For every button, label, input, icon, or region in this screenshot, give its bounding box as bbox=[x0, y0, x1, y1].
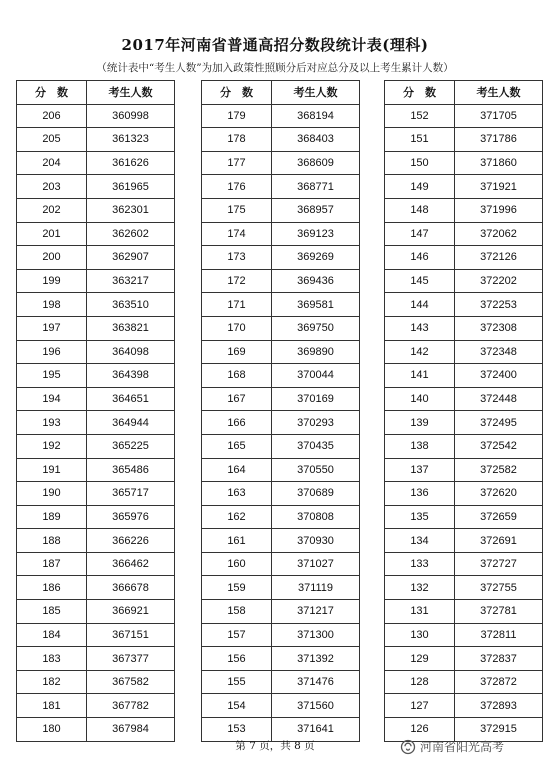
count-cell: 368194 bbox=[272, 104, 360, 128]
table-row bbox=[17, 600, 175, 624]
score-cell: 178 bbox=[202, 128, 272, 152]
count-cell: 370435 bbox=[272, 434, 360, 458]
count-cell: 372495 bbox=[455, 411, 543, 435]
count-cell: 363510 bbox=[87, 293, 175, 317]
score-cell: 142 bbox=[385, 340, 455, 364]
count-cell: 371392 bbox=[272, 647, 360, 671]
score-cell: 182 bbox=[17, 670, 87, 694]
count-cell: 371027 bbox=[272, 552, 360, 576]
score-cell: 185 bbox=[17, 600, 87, 624]
score-cell: 147 bbox=[385, 222, 455, 246]
count-cell: 367582 bbox=[87, 670, 175, 694]
header-count: 考生人数 bbox=[87, 81, 175, 105]
table-row bbox=[385, 600, 543, 624]
table-row bbox=[385, 269, 543, 293]
table-row bbox=[17, 222, 175, 246]
table-row bbox=[17, 175, 175, 199]
table-row bbox=[385, 458, 543, 482]
score-cell: 158 bbox=[202, 600, 272, 624]
table-row bbox=[17, 623, 175, 647]
table-row bbox=[17, 552, 175, 576]
score-cell: 168 bbox=[202, 364, 272, 388]
score-cell: 145 bbox=[385, 269, 455, 293]
table-row bbox=[17, 151, 175, 175]
table-row bbox=[202, 364, 360, 388]
count-cell: 361323 bbox=[87, 128, 175, 152]
table-row bbox=[385, 576, 543, 600]
count-cell: 371217 bbox=[272, 600, 360, 624]
count-cell: 371641 bbox=[272, 718, 360, 742]
score-cell: 129 bbox=[385, 647, 455, 671]
table-row bbox=[385, 529, 543, 553]
score-cell: 140 bbox=[385, 387, 455, 411]
table-row bbox=[17, 340, 175, 364]
table-row bbox=[202, 552, 360, 576]
table-row bbox=[385, 175, 543, 199]
table-row bbox=[385, 623, 543, 647]
table-row bbox=[202, 175, 360, 199]
count-cell: 372837 bbox=[455, 647, 543, 671]
count-cell: 369269 bbox=[272, 246, 360, 270]
table-row bbox=[202, 198, 360, 222]
count-cell: 364398 bbox=[87, 364, 175, 388]
table-row bbox=[17, 647, 175, 671]
score-cell: 150 bbox=[385, 151, 455, 175]
count-cell: 372893 bbox=[455, 694, 543, 718]
score-table-3 bbox=[384, 80, 543, 742]
score-cell: 148 bbox=[385, 198, 455, 222]
count-cell: 372202 bbox=[455, 269, 543, 293]
score-cell: 151 bbox=[385, 128, 455, 152]
table-row bbox=[202, 104, 360, 128]
score-cell: 165 bbox=[202, 434, 272, 458]
score-table-1 bbox=[16, 80, 175, 742]
count-cell: 364651 bbox=[87, 387, 175, 411]
score-cell: 172 bbox=[202, 269, 272, 293]
count-cell: 372448 bbox=[455, 387, 543, 411]
score-cell: 164 bbox=[202, 458, 272, 482]
table-row bbox=[17, 104, 175, 128]
count-cell: 368609 bbox=[272, 151, 360, 175]
table-row bbox=[17, 316, 175, 340]
score-cell: 186 bbox=[17, 576, 87, 600]
score-cell: 167 bbox=[202, 387, 272, 411]
table-row bbox=[202, 316, 360, 340]
score-cell: 174 bbox=[202, 222, 272, 246]
table-row bbox=[202, 246, 360, 270]
score-cell: 190 bbox=[17, 482, 87, 506]
table-row bbox=[385, 387, 543, 411]
table-row bbox=[202, 600, 360, 624]
count-cell: 372915 bbox=[455, 718, 543, 742]
count-cell: 361626 bbox=[87, 151, 175, 175]
count-cell: 372062 bbox=[455, 222, 543, 246]
table-header-row bbox=[385, 81, 543, 105]
count-cell: 369436 bbox=[272, 269, 360, 293]
score-cell: 135 bbox=[385, 505, 455, 529]
count-cell: 362602 bbox=[87, 222, 175, 246]
table-row bbox=[17, 434, 175, 458]
score-cell: 170 bbox=[202, 316, 272, 340]
count-cell: 372126 bbox=[455, 246, 543, 270]
table-row bbox=[385, 128, 543, 152]
count-cell: 372872 bbox=[455, 670, 543, 694]
score-cell: 188 bbox=[17, 529, 87, 553]
count-cell: 371476 bbox=[272, 670, 360, 694]
score-cell: 153 bbox=[202, 718, 272, 742]
score-cell: 132 bbox=[385, 576, 455, 600]
table-row bbox=[17, 529, 175, 553]
score-cell: 171 bbox=[202, 293, 272, 317]
table-row bbox=[17, 269, 175, 293]
count-cell: 369123 bbox=[272, 222, 360, 246]
table-row bbox=[385, 104, 543, 128]
count-cell: 366462 bbox=[87, 552, 175, 576]
table-row bbox=[385, 293, 543, 317]
page-subtitle: （统计表中“考生人数”为加入政策性照顾分后对应总分及以上考生累计人数） bbox=[96, 62, 454, 74]
table-row bbox=[385, 505, 543, 529]
watermark-text: 河南省阳光高考 bbox=[420, 740, 505, 754]
table-header-row bbox=[17, 81, 175, 105]
score-cell: 154 bbox=[202, 694, 272, 718]
score-cell: 192 bbox=[17, 434, 87, 458]
table-row bbox=[202, 151, 360, 175]
count-cell: 367782 bbox=[87, 694, 175, 718]
score-cell: 146 bbox=[385, 246, 455, 270]
score-cell: 177 bbox=[202, 151, 272, 175]
table-row bbox=[17, 411, 175, 435]
score-cell: 183 bbox=[17, 647, 87, 671]
table-row bbox=[385, 222, 543, 246]
count-cell: 365225 bbox=[87, 434, 175, 458]
count-cell: 372253 bbox=[455, 293, 543, 317]
count-cell: 372348 bbox=[455, 340, 543, 364]
score-cell: 155 bbox=[202, 670, 272, 694]
score-cell: 173 bbox=[202, 246, 272, 270]
table-row bbox=[17, 128, 175, 152]
count-cell: 372400 bbox=[455, 364, 543, 388]
count-cell: 369890 bbox=[272, 340, 360, 364]
table-row bbox=[202, 293, 360, 317]
score-cell: 138 bbox=[385, 434, 455, 458]
table-row bbox=[17, 505, 175, 529]
count-cell: 372811 bbox=[455, 623, 543, 647]
header-count: 考生人数 bbox=[455, 81, 543, 105]
table-row bbox=[385, 694, 543, 718]
table-row bbox=[17, 364, 175, 388]
table-row bbox=[385, 411, 543, 435]
table-row bbox=[385, 364, 543, 388]
count-cell: 362907 bbox=[87, 246, 175, 270]
score-cell: 162 bbox=[202, 505, 272, 529]
table-row bbox=[385, 434, 543, 458]
table-row bbox=[202, 434, 360, 458]
table-row bbox=[17, 458, 175, 482]
table-row bbox=[385, 482, 543, 506]
count-cell: 368403 bbox=[272, 128, 360, 152]
count-cell: 365976 bbox=[87, 505, 175, 529]
table-row bbox=[202, 505, 360, 529]
count-cell: 368771 bbox=[272, 175, 360, 199]
score-cell: 131 bbox=[385, 600, 455, 624]
score-cell: 163 bbox=[202, 482, 272, 506]
count-cell: 371921 bbox=[455, 175, 543, 199]
count-cell: 363821 bbox=[87, 316, 175, 340]
score-cell: 149 bbox=[385, 175, 455, 199]
score-cell: 205 bbox=[17, 128, 87, 152]
table-row bbox=[17, 576, 175, 600]
score-cell: 128 bbox=[385, 670, 455, 694]
header-count: 考生人数 bbox=[272, 81, 360, 105]
count-cell: 371119 bbox=[272, 576, 360, 600]
count-cell: 369581 bbox=[272, 293, 360, 317]
score-cell: 137 bbox=[385, 458, 455, 482]
count-cell: 372727 bbox=[455, 552, 543, 576]
score-cell: 198 bbox=[17, 293, 87, 317]
count-cell: 367984 bbox=[87, 718, 175, 742]
score-cell: 194 bbox=[17, 387, 87, 411]
score-cell: 179 bbox=[202, 104, 272, 128]
score-cell: 206 bbox=[17, 104, 87, 128]
header-score: 分 数 bbox=[17, 81, 87, 105]
page-title: 2017年河南省普通高招分数段统计表(理科) bbox=[121, 36, 429, 54]
score-cell: 202 bbox=[17, 198, 87, 222]
count-cell: 366226 bbox=[87, 529, 175, 553]
score-cell: 200 bbox=[17, 246, 87, 270]
count-cell: 372659 bbox=[455, 505, 543, 529]
score-cell: 201 bbox=[17, 222, 87, 246]
table-row bbox=[202, 482, 360, 506]
score-cell: 191 bbox=[17, 458, 87, 482]
count-cell: 370930 bbox=[272, 529, 360, 553]
table-row bbox=[385, 552, 543, 576]
count-cell: 372781 bbox=[455, 600, 543, 624]
count-cell: 372620 bbox=[455, 482, 543, 506]
count-cell: 361965 bbox=[87, 175, 175, 199]
table-row bbox=[385, 670, 543, 694]
count-cell: 371860 bbox=[455, 151, 543, 175]
count-cell: 364098 bbox=[87, 340, 175, 364]
count-cell: 370044 bbox=[272, 364, 360, 388]
count-cell: 366678 bbox=[87, 576, 175, 600]
count-cell: 370550 bbox=[272, 458, 360, 482]
table-row bbox=[202, 411, 360, 435]
score-cell: 180 bbox=[17, 718, 87, 742]
table-row bbox=[385, 647, 543, 671]
count-cell: 360998 bbox=[87, 104, 175, 128]
table-row bbox=[202, 576, 360, 600]
count-cell: 372691 bbox=[455, 529, 543, 553]
table-row bbox=[385, 198, 543, 222]
score-cell: 169 bbox=[202, 340, 272, 364]
score-cell: 161 bbox=[202, 529, 272, 553]
table-row bbox=[385, 316, 543, 340]
table-row bbox=[17, 482, 175, 506]
count-cell: 365486 bbox=[87, 458, 175, 482]
count-cell: 365717 bbox=[87, 482, 175, 506]
header-score: 分 数 bbox=[385, 81, 455, 105]
score-cell: 184 bbox=[17, 623, 87, 647]
score-cell: 181 bbox=[17, 694, 87, 718]
count-cell: 368957 bbox=[272, 198, 360, 222]
score-cell: 166 bbox=[202, 411, 272, 435]
count-cell: 366921 bbox=[87, 600, 175, 624]
table-row bbox=[202, 458, 360, 482]
count-cell: 367151 bbox=[87, 623, 175, 647]
score-cell: 160 bbox=[202, 552, 272, 576]
score-cell: 144 bbox=[385, 293, 455, 317]
count-cell: 367377 bbox=[87, 647, 175, 671]
score-cell: 152 bbox=[385, 104, 455, 128]
score-cell: 143 bbox=[385, 316, 455, 340]
header-score: 分 数 bbox=[202, 81, 272, 105]
score-cell: 139 bbox=[385, 411, 455, 435]
score-cell: 126 bbox=[385, 718, 455, 742]
count-cell: 364944 bbox=[87, 411, 175, 435]
score-table-2 bbox=[201, 80, 360, 742]
score-cell: 193 bbox=[17, 411, 87, 435]
count-cell: 370293 bbox=[272, 411, 360, 435]
table-row bbox=[17, 694, 175, 718]
count-cell: 371996 bbox=[455, 198, 543, 222]
score-cell: 127 bbox=[385, 694, 455, 718]
table-row bbox=[202, 694, 360, 718]
count-cell: 370808 bbox=[272, 505, 360, 529]
table-row bbox=[385, 340, 543, 364]
count-cell: 369750 bbox=[272, 316, 360, 340]
table-row bbox=[202, 387, 360, 411]
table-row bbox=[17, 670, 175, 694]
count-cell: 370169 bbox=[272, 387, 360, 411]
count-cell: 363217 bbox=[87, 269, 175, 293]
score-cell: 195 bbox=[17, 364, 87, 388]
table-row bbox=[17, 198, 175, 222]
table-row bbox=[202, 670, 360, 694]
score-cell: 157 bbox=[202, 623, 272, 647]
score-cell: 196 bbox=[17, 340, 87, 364]
score-cell: 141 bbox=[385, 364, 455, 388]
table-row bbox=[385, 151, 543, 175]
table-row bbox=[385, 246, 543, 270]
score-cell: 133 bbox=[385, 552, 455, 576]
table-header-row bbox=[202, 81, 360, 105]
table-row bbox=[17, 246, 175, 270]
score-cell: 175 bbox=[202, 198, 272, 222]
table-row bbox=[17, 293, 175, 317]
count-cell: 372755 bbox=[455, 576, 543, 600]
score-cell: 130 bbox=[385, 623, 455, 647]
score-cell: 176 bbox=[202, 175, 272, 199]
count-cell: 371560 bbox=[272, 694, 360, 718]
count-cell: 371300 bbox=[272, 623, 360, 647]
table-row bbox=[202, 623, 360, 647]
score-cell: 199 bbox=[17, 269, 87, 293]
watermark bbox=[400, 738, 504, 755]
score-cell: 204 bbox=[17, 151, 87, 175]
table-row bbox=[17, 387, 175, 411]
score-cell: 197 bbox=[17, 316, 87, 340]
count-cell: 372308 bbox=[455, 316, 543, 340]
score-cell: 134 bbox=[385, 529, 455, 553]
score-cell: 159 bbox=[202, 576, 272, 600]
score-cell: 187 bbox=[17, 552, 87, 576]
table-row bbox=[202, 647, 360, 671]
count-cell: 362301 bbox=[87, 198, 175, 222]
count-cell: 371705 bbox=[455, 104, 543, 128]
count-cell: 370689 bbox=[272, 482, 360, 506]
count-cell: 372542 bbox=[455, 434, 543, 458]
score-cell: 189 bbox=[17, 505, 87, 529]
table-row bbox=[202, 340, 360, 364]
page-number: 第 7 页，共 8 页 bbox=[235, 740, 315, 752]
score-cell: 156 bbox=[202, 647, 272, 671]
score-cell: 136 bbox=[385, 482, 455, 506]
score-cell: 203 bbox=[17, 175, 87, 199]
wechat-account-icon bbox=[400, 739, 416, 755]
count-cell: 372582 bbox=[455, 458, 543, 482]
table-row bbox=[202, 529, 360, 553]
table-row bbox=[202, 222, 360, 246]
table-row bbox=[202, 269, 360, 293]
count-cell: 371786 bbox=[455, 128, 543, 152]
table-row bbox=[202, 128, 360, 152]
